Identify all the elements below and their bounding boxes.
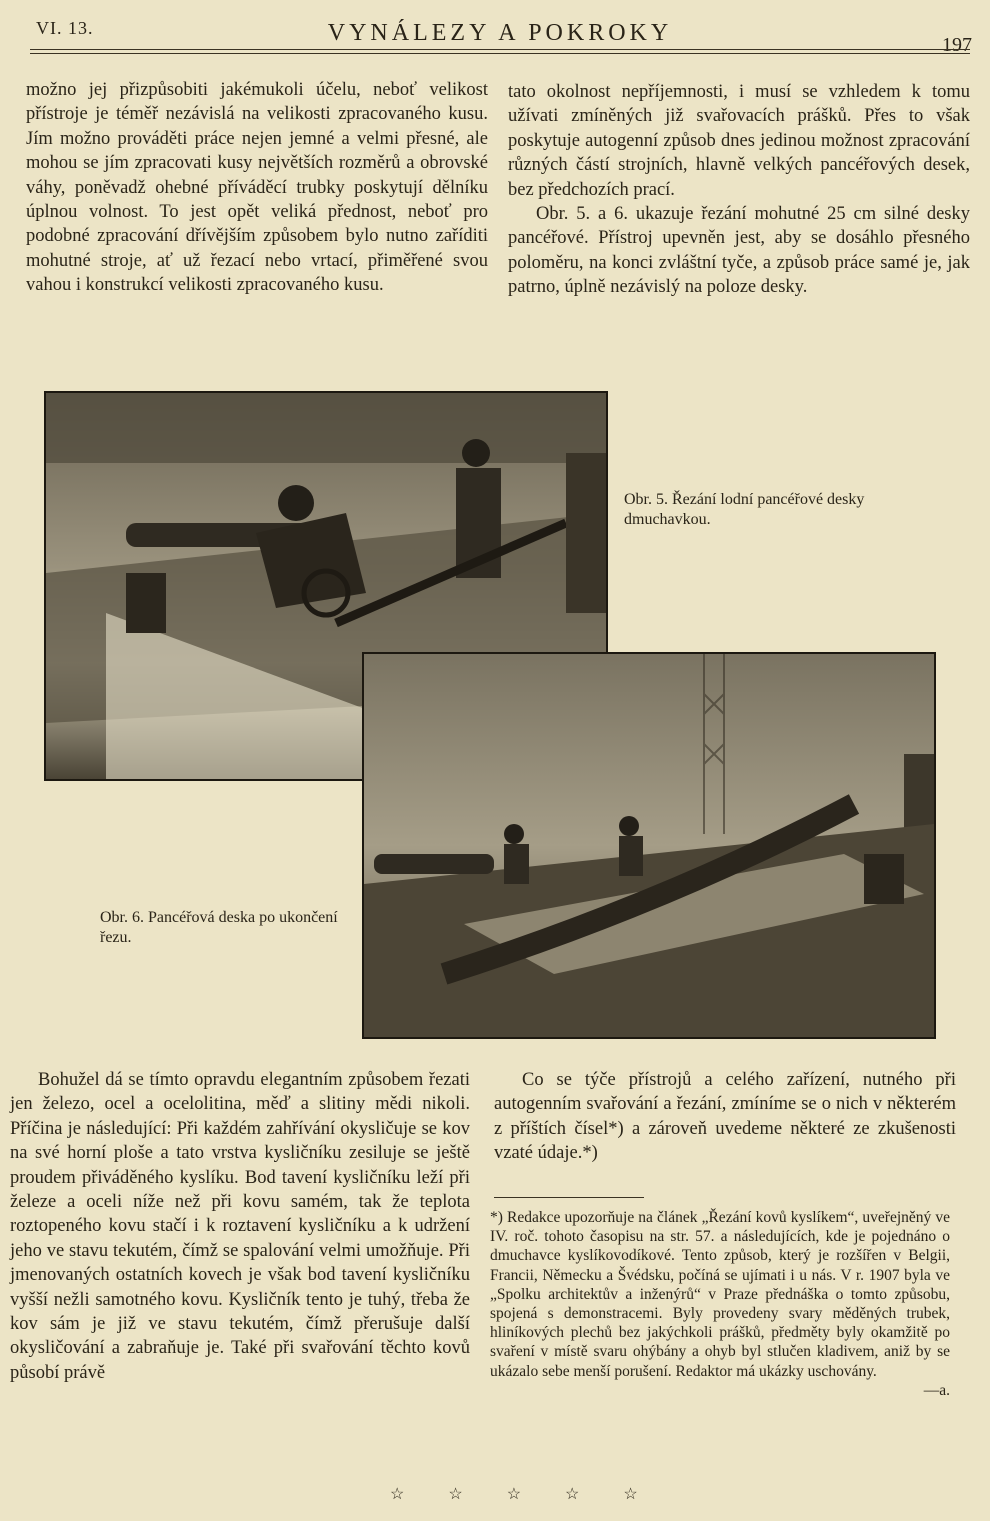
footnote-rule	[494, 1197, 644, 1198]
footnote-text: *) Redakce upozorňuje na článek „Řezání kovů kyslíkem“, uveřejněný ve IV. roč. tohoto časopisu na str. 57. a následujících, kde je pojednáno o dmuchavce kyslíkovodíkové. Tento způsob, který je rozšířen v Belgii, Francii, Německu a Švédsku, počíná se ujímati i u nás. V r. 1907 byla ve „Spolku architektův a inženýrů“ v Praze přednáška o tomto způsobu, spojená s demonstracemi. Byly provedeny svary měděných trubek, hliníkových plechů bez jakýchkoli prášků, předměty byly okamžitě po svaření v místě svaru ohýbány a ohyb byl stlučen kladivem, aniž by se ukázalo sebe menší porušení. Redaktor má ukázky uschovány.	[490, 1209, 950, 1380]
top-left-column	[26, 78, 488, 298]
figure-6-caption: Obr. 6. Pancéřová deska po ukončení řezu.	[100, 909, 338, 946]
bottom-right-column	[494, 1068, 956, 1166]
ornament-stars: ☆ ☆ ☆ ☆ ☆	[390, 1486, 658, 1503]
top-right-column	[508, 80, 970, 300]
paragraph: Bohužel dá se tímto opravdu elegantním způsobem řezati jen železo, ocel a ocelolitina, měď a slitiny mědi nikoli. Příčina je následující: Při každém zahřívání okysličuje se kov na své horní ploše a tato vrstva kysličníku zesiluje se ještě proudem přiváděného kyslíku. Bod tavení kysličníku leží při železe a oceli níže než při kovu samém, tak že teplota roztopeného kovu stačí i k roztavení kysličníku a k udržení jeho ve stavu tekutém, čímž se spalování velmi umožňuje. Při jmenovaných ostatních kovech je však bod tavení kysličníku vyšší nežli samotného kovu. Kysličník tento je tuhý, třeba že kov sám je již ve stavu tekutém, čímž přerušuje další okysličování a zabraňuje je. Také při svařování těchto kovů působí právě	[10, 1070, 470, 1383]
journal-title: VYNÁLEZY A POKROKY	[327, 20, 673, 46]
figure-5-caption: Obr. 5. Řezání lodní pancéřové desky dmuchavkou.	[624, 491, 865, 528]
header-rule	[30, 49, 970, 50]
footnote-signature: —a.	[923, 1381, 950, 1399]
paragraph: tato okolnost nepříjemnosti, i musí se vzhledem k tomu užívati zmíněných již svařovacích prášků. Přes to však poskytuje autogenní způsob dnes jedinou možnost zpracování různých částí strojních, hlavně velkých pancéřových desek, bez předchozích prací.	[508, 82, 970, 200]
page-number: 197	[942, 34, 972, 56]
footnote	[490, 1208, 950, 1400]
paragraph: Co se týče přístrojů a celého zařízení, nutného při autogenním svařování a řezání, zmíníme se o nich v některém z příštích čísel*) a zároveň uvedeme některé ze zkušenosti vzaté údaje.*)	[494, 1070, 956, 1164]
header-rule-secondary	[30, 53, 970, 54]
paragraph: možno jej přizpůsobiti jakémukoli účelu, neboť velikost přístroje je téměř nezávislá na velikosti zpracovaného kusu. Jím možno prováděti práce nejen jemné a velmi přesné, ale mohou se jím zpracovati kusy největších rozměrů a obrovské váhy, poněvadž ohebné příváděcí trubky poskytují dělníku úplnou volnost. To jest opět veliká přednost, neboť pro podobné zpracování dřívějším způsobem bylo nutno zaříditi mohutné stroje, ať už řezací nebo vrtací, přiměřené svou vahou i konstrukcí velikosti zpracovaného kusu.	[26, 80, 488, 296]
bottom-left-column	[10, 1068, 470, 1385]
section-number: VI. 13.	[36, 18, 94, 38]
figure-6-photo	[362, 652, 936, 1039]
paragraph: Obr. 5. a 6. ukazuje řezání mohutné 25 cm silné desky pancéřové. Přístroj upevněn jest, aby se dosáhlo přesného poloměru, na konci zvláštní tyče, a způsob práce samé je, jak patrno, úplně nezávislý na poloze desky.	[508, 204, 970, 298]
